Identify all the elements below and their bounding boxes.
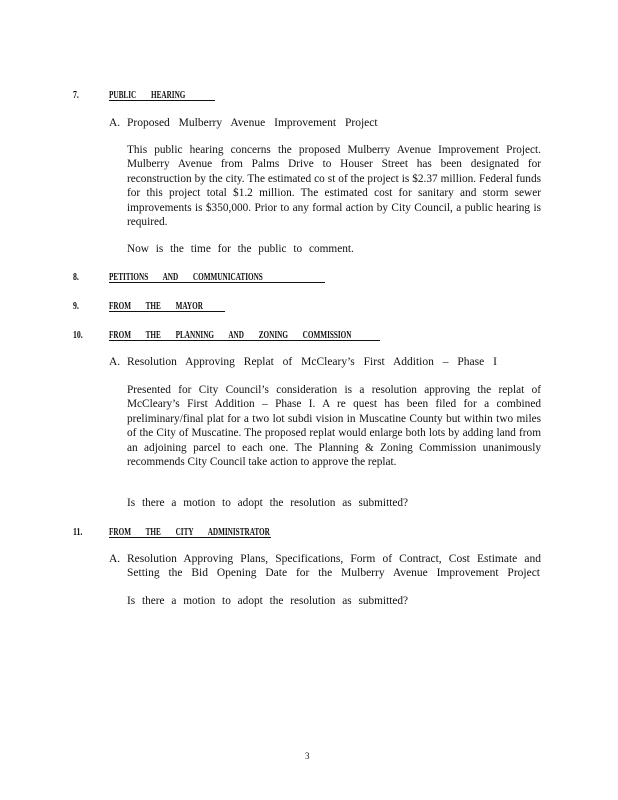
section-8-number: 8.	[73, 272, 79, 283]
section-11-underline	[109, 537, 271, 538]
item-10a-title: Resolution Approving Replat of McCleary’s First Addition – Phase I	[127, 356, 497, 368]
section-7-title: PUBLIC HEARING	[109, 90, 186, 101]
section-10-title: FROM THE PLANNING AND ZONING COMMISSION	[109, 330, 352, 341]
item-11a-title-line1: Resolution Approving Plans, Specifications, Form of Contract, Cost Estimate and	[127, 553, 541, 565]
section-11-number: 11.	[73, 527, 83, 538]
item-7a-closing: Now is the time for the public to comment.	[127, 243, 354, 255]
section-10-number: 10.	[73, 330, 83, 341]
item-7a-paragraph: This public hearing concerns the proposed Mulberry Avenue Improvement Project. Mulberry Avenue from Palms Drive to Houser Street has been designated for reconstruction by the city. The estimated co st of the project is $2.37 million. Federal funds for this project total $1.2 million. The estimated cost for sanitary and storm sewer improvements is $350,000. Prior to any formal action by City Council, a public hearing is required.	[127, 144, 541, 229]
item-11a-closing: Is there a motion to adopt the resolution as submitted?	[127, 595, 409, 607]
item-10a-paragraph: Presented for City Council’s consideration is a resolution approving the replat of McCleary’s First Addition – Phase I. A re quest has been filed for a combined preliminary/final plat for a two lot subdi vision in Muscatine County but within two miles of the City of Muscatine. The proposed replat would enlarge both lots by adding land from an adjoining parcel to each one. The Planning & Zoning Commission unanimously recommends City Council take action to approve the replat.	[127, 384, 541, 469]
item-7a-letter: A.	[109, 117, 121, 129]
item-10a-letter: A.	[109, 356, 121, 368]
section-11-title: FROM THE CITY ADMINISTRATOR	[109, 527, 270, 538]
item-10a-closing: Is there a motion to adopt the resolution as submitted?	[127, 497, 409, 509]
section-8-title: PETITIONS AND COMMUNICATIONS	[109, 272, 263, 283]
section-7-number: 7.	[73, 90, 79, 101]
section-9-title: FROM THE MAYOR	[109, 301, 203, 312]
item-11a-letter: A.	[109, 553, 121, 565]
section-8-underline	[109, 282, 325, 283]
item-7a-title: Proposed Mulberry Avenue Improvement Project	[127, 117, 378, 129]
page-number: 3	[305, 751, 310, 761]
section-9-number: 9.	[73, 301, 79, 312]
section-7-underline	[109, 100, 215, 101]
item-11a-title-line2: Setting the Bid Opening Date for the Mulberry Avenue Improvement Project	[127, 567, 541, 579]
section-10-underline	[109, 340, 380, 341]
section-9-underline	[109, 311, 225, 312]
